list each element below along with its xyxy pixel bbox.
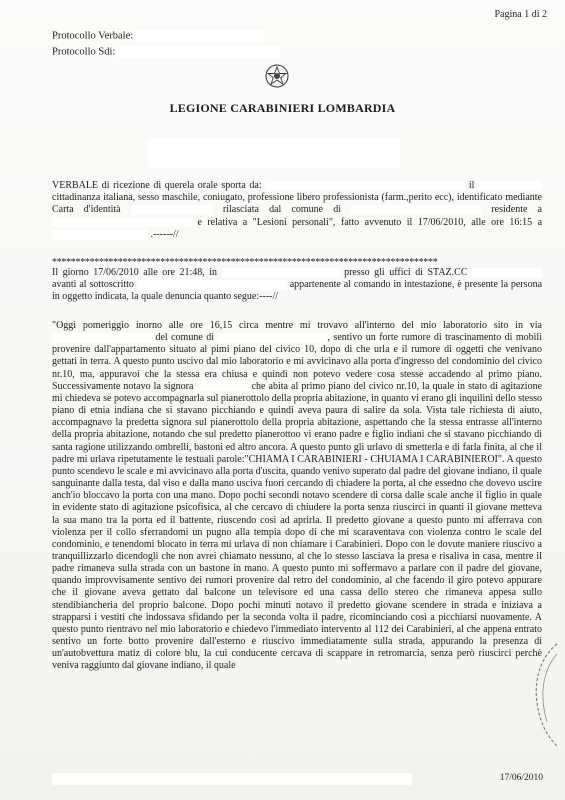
redaction	[351, 205, 481, 215]
giorno-text: Il giorno 17/06/2010 alle ore 21:48, in	[52, 267, 218, 278]
redaction	[52, 333, 152, 343]
narrative-text: , sentivo un forte rumore di trascinamento di mobili provenire dall'appartamento situato al pimi piano del civico 10, dopo di che urla e il rumore di oggetti che venivano gettati in terra. A questo punto uscivo dal mio laboratorio e mi avvicinavo alla porta d'ingresso del condominio del civico nr.10, ma, appuravoi che la stessa era chiusa e quindi non potevo vedere cosa stesse accadendo al primo piano. Successivamente notavo la signora	[52, 332, 542, 392]
protocollo-sdi	[52, 46, 280, 58]
verbale-text: e relativa a "Lesioni personali", fatto avvenuto il 17/06/2010, alle ore 16:15 a	[197, 216, 543, 228]
document-title: LEGIONE CARABINIERI LOMBARDIA	[169, 101, 396, 115]
redaction	[136, 30, 264, 42]
giorno-text: presso gli uffici di STAZ.CC	[344, 267, 468, 278]
footer-date: 17/06/2010	[499, 773, 543, 783]
redaction	[52, 217, 192, 227]
protocollo-sdi-label: Protocollo Sdi:	[52, 46, 116, 58]
verbale-text: VERBALE di ricezione di querela orale sporta da:	[52, 180, 262, 191]
redaction	[222, 268, 340, 278]
verbale-text: il	[468, 180, 475, 191]
narrative-text: che abita al primo piano del civico nr.10, la quale in stato di agitazione mi chiedeva se potevo accompagnarla sul pianerottolo della propria abitazione, in quanto vi erano gli inquilini dello stesso piano di etnia indiana che si stavano picchiando e quindi aveva paura di salire da sola. Vista tale richiesta di aiuto, accompagnavo la predetta signora sul pianerottolo della propria abitazione, aspettando che la stessa entrasse all'interno della propria abitazione, notando che sul predetto pianerottoo vi erano padre e figlio indiani che si stavano picchiando di santa ragione utilizzando ombrelli, bastoni ed altro ancora. A questo punto gli urlavo di smetterla e di farla finita, al che il padre mi urlava ripetutamente le testuali parole:"CHIAMA I CARABINIERI - CHUIAMA I CARABINIEROI". A questo punto scendevo le scale e mi avvicinavo alla porta d'uscita, quando venivo superato dal padre del giovane indiano, il quale sanguinante dalla testa, dal viso e dalla mano usciva fuori cercando di chiadere la porta, al che essedno che dovevo uscire anch'io bloccavo la porta con una mano. Dopo pochi secondi notavo scendere di corsa dalle scale anche il figlio in quale in evidente stato di agitazione psicofisica, al che cercavo di chiudere la porta senza riuscirci in quanti il giovane metteva la sua mano tra la porta ed il battente, riuscendo così ad aprirla. Il predetto giovane a questo punto mi afferrava con violenza per il collo sferrandomi un pugno alla tempia dopo di che mi scaraventava con violenza contro le scale del condominio, e tenendomi blocato in terra mi urlava di non chiamare i Carabinieri. Dopo con le dovute maniere riuscivo a tranquillizzarlo dicendogli che non avrei chiamato nessuno, al che lo stesso lasciava la presa e risaliva in casa, mentre il padre rimaneva sulla strada con un bastone in mano. A questo punto mi soffermavo a parlare con il padre del giovane, quando improvvisamente sentivo dei rumori provenire dal retro del condominio, al che facendo il giro potevo appurare che il giovane aveva gettato dal balcone un televisore ed una cassa dello stereo che rimaneva appesa sullo stendibiancheria del proprio balcone. Dopo pochi minuti notavo il predetto giovane scendere in strada e iniziava a strapparsi i vestiti che indossava sfidando per la seconda volta il padre, ricominciando così a picchiarsi nuovamente. A questo punto rientravo nel mio laboratorio e chiedevo l'immediato intervento al 112 dei Carabinieri, al che appena entrato sentivo un forte botto provenire dall'esterno e riuscivo immediatamente sulla strada, appurando la presenza di un'autobvettura matiz di colore blu, la cui conducente cercava di scappare in retromarcia, senza però riuscirci perchè veniva raggiunto dal giovane indiano, il quale	[52, 380, 543, 672]
protocollo-verbale	[52, 30, 264, 42]
verbale-text: residente a	[491, 204, 542, 216]
redaction	[131, 205, 213, 215]
footer-redaction	[52, 773, 412, 785]
narrative-text: "Oggi pomeriggio inorno alle ore 16,15 circa mentre mi trovavo all'interno del mio laboratorio sito in via	[52, 320, 542, 331]
republic-emblem-icon	[264, 63, 290, 89]
redaction-block	[148, 138, 400, 168]
verbale-text: rilasciata dal comune di	[222, 204, 342, 216]
separator-stars: **********************************************************************************	[52, 257, 438, 268]
narrative-text: del comune di	[155, 332, 215, 344]
protocollo-verbale-label: Protocollo Verbale:	[52, 30, 134, 42]
giorno-paragraph	[52, 267, 542, 304]
redaction	[472, 268, 542, 278]
giorno-text: avanti al sottoscritto	[52, 279, 134, 291]
giorno-text: appartenente al comando in intestazione, è presente la persona in oggetto indicata, la quale denuncia quanto segue:----//	[52, 279, 543, 303]
page-number: Pagina 1 di 2	[494, 9, 547, 20]
official-stamp-icon	[519, 640, 559, 750]
verbale-text: cittadinanza italiana, sesso maschile, coniugato, professione libero professionista (farm.,perito ecc), identificato mediante Carta d'identità	[52, 192, 542, 216]
verbale-text: .------//	[150, 228, 179, 240]
redaction	[265, 181, 465, 191]
redaction	[217, 333, 327, 343]
redaction	[197, 381, 249, 391]
narrative-paragraph	[52, 320, 542, 673]
verbale-paragraph	[52, 180, 542, 241]
redaction	[118, 46, 280, 58]
redaction	[478, 181, 542, 191]
redaction	[137, 280, 287, 290]
redaction	[52, 230, 148, 240]
